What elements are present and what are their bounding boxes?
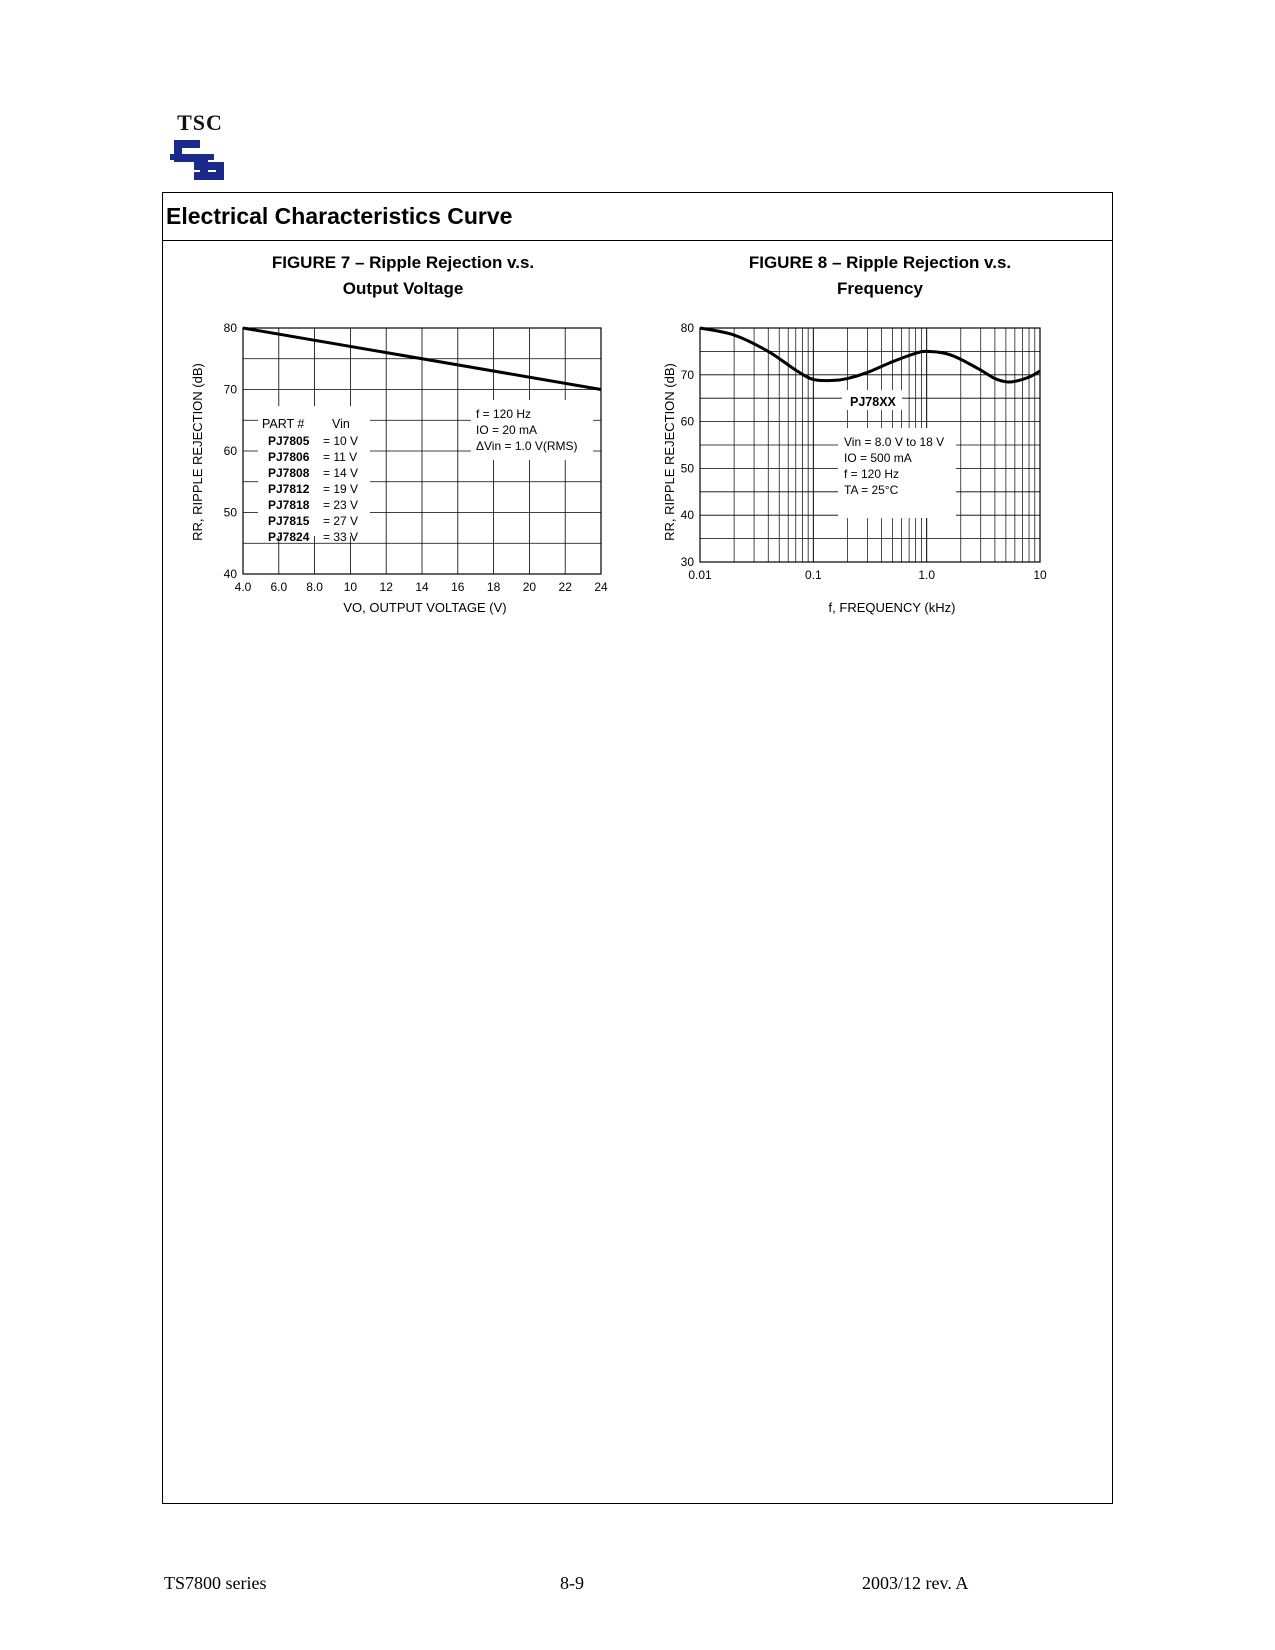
figure7-y-tick: 50	[223, 505, 237, 520]
figure8-x-tick: 0.01	[688, 568, 712, 582]
figure7-part-vin: = 11 V	[323, 450, 358, 464]
figure8-y-tick: 30	[680, 555, 694, 569]
figure8-condition: TA = 25°C	[844, 483, 899, 497]
figure7-part-name: PJ7818	[268, 498, 310, 512]
figure8-x-tick: 10	[1033, 568, 1047, 582]
figure7-x-axis-label: VO, OUTPUT VOLTAGE (V)	[343, 600, 507, 615]
figure8-condition: f = 120 Hz	[844, 467, 900, 481]
figure7-title-line2: Output Voltage	[342, 279, 464, 298]
figure7-y-axis-label: RR, RIPPLE REJECTION (dB)	[190, 363, 205, 541]
figure8-y-tick: 80	[680, 321, 694, 335]
figure8-y-axis-label: RR, RIPPLE REJECTION (dB)	[662, 363, 677, 541]
figure7-condition: f = 120 Hz	[476, 407, 532, 421]
figure7-part-name: PJ7815	[268, 514, 310, 528]
figure8-title	[720, 250, 1040, 302]
figure7-x-tick: 16	[451, 580, 465, 594]
figure7-title	[243, 250, 563, 302]
figure7-part-vin: = 10 V	[323, 434, 359, 448]
figure7-part-name: PJ7824	[268, 530, 310, 544]
figure7-part-vin: = 23 V	[323, 498, 359, 512]
figure7-part-name: PJ7805	[268, 434, 310, 448]
figure8-y-tick: 70	[680, 367, 694, 382]
figure8-x-axis-label: f, FREQUENCY (kHz)	[828, 600, 956, 615]
figure7-x-tick: 12	[379, 580, 393, 594]
figure8-title-line2: Frequency	[837, 279, 923, 298]
figure7-x-tick: 6.0	[270, 580, 288, 594]
figure8-title-line1: FIGURE 8 – Ripple Rejection v.s.	[748, 253, 1012, 272]
figure8-y-tick: 60	[680, 414, 694, 429]
footer-revision: 2003/12 rev. A	[862, 1573, 969, 1593]
figure7-chart	[188, 312, 618, 622]
logo-text: TSC	[177, 110, 223, 135]
figure8-condition: Vin = 8.0 V to 18 V	[844, 435, 945, 449]
figure8-chart	[660, 312, 1090, 622]
figure7-part-name: PJ7808	[268, 466, 310, 480]
figure7-table-header-vin: Vin	[332, 417, 350, 431]
figure7-x-tick: 24	[594, 580, 608, 594]
figure7-part-vin: = 14 V	[323, 466, 359, 480]
footer-series: TS7800 series	[164, 1573, 267, 1593]
section-title: Electrical Characteristics Curve	[166, 203, 513, 229]
figure7-part-name: PJ7812	[268, 482, 310, 496]
figure7-table-header-part: PART #	[262, 417, 305, 431]
figure7-x-tick: 18	[486, 580, 501, 594]
frame-header	[163, 193, 1112, 241]
figure7-x-tick: 14	[415, 580, 429, 594]
figure7-y-tick: 70	[223, 382, 237, 397]
company-logo	[168, 110, 232, 190]
figure8-y-tick: 40	[680, 508, 694, 523]
figure7-x-tick: 22	[558, 580, 572, 594]
figure7-part-vin: = 19 V	[323, 482, 359, 496]
figure7-y-tick: 60	[223, 444, 237, 458]
figure7-title-line1: FIGURE 7 – Ripple Rejection v.s.	[271, 253, 535, 272]
figure8-condition: IO = 500 mA	[844, 451, 912, 465]
figure7-part-vin: = 27 V	[323, 514, 359, 528]
figure7-y-tick: 40	[223, 567, 237, 581]
figure8-x-tick: 1.0	[918, 568, 936, 582]
figure7-part-name: PJ7806	[268, 450, 310, 464]
figure8-x-tick: 0.1	[804, 568, 822, 582]
figure8-y-tick: 50	[680, 461, 694, 476]
tsc-logo-icon	[170, 134, 230, 188]
figure8-series-line	[700, 328, 1040, 382]
figure7-y-tick: 80	[223, 321, 237, 335]
figure7-part-vin: = 33 V	[323, 530, 359, 544]
figure7-x-tick: 8.0	[306, 580, 323, 594]
footer-page-number: 8-9	[560, 1573, 584, 1593]
figure7-x-tick: 20	[522, 580, 537, 594]
figure8-device-label: PJ78XX	[850, 395, 896, 409]
figure7-condition: IO = 20 mA	[476, 423, 538, 437]
figure7-condition: ΔVin = 1.0 V(RMS)	[476, 439, 578, 453]
figure7-x-tick: 10	[343, 580, 358, 594]
figure7-x-tick: 4.0	[234, 580, 252, 594]
